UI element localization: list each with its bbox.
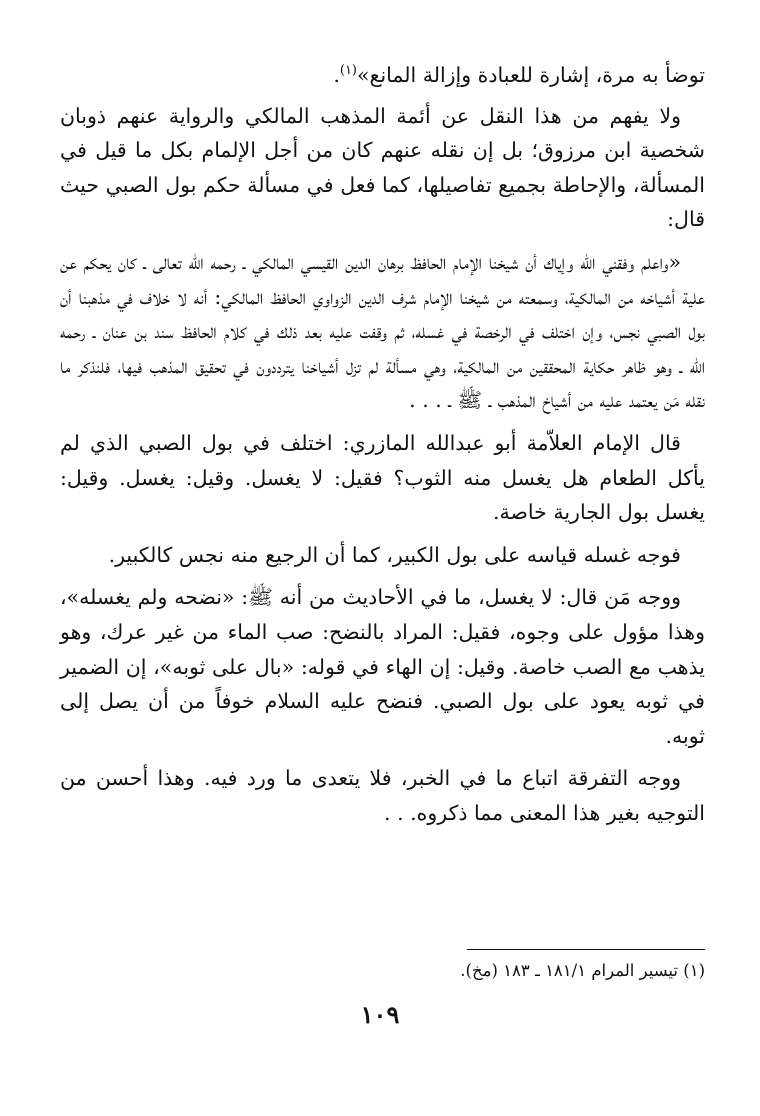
paragraph-1: توضأ به مرة، إشارة للعبادة وإزالة المانع»$^{(١)}$. [333, 63, 705, 87]
quote-paragraph: «واعلم وفقني الله وإياك أن شيخنا الإمام الحافظ برهان الدين القيسي المالكي ـ رحمه الله تعالى ـ كان يحكم عن علية أشياخه من المالكية، وسمعته من شيخنا الإمام شرف الدين الزواوي الحافظ المالكي: أنه لا خلاف في مذهبنا أن بول الصبي نجس، وإن اختلف في الرخصة في غسله، ثم وقفت عليه بعد ذلك في كلام الحافظ سند بن عنان ـ رحمه الله ـ وهو ظاهر حكاية المحققين من المالكية، وهي مسألة لم تزل أشياخنا يترددون في تحقيق المذهب فيها، فلنذكر ما نقله مَن يعتمد عليه من أشياخ المذهب ـ ﷺ ـ . . . [60, 249, 705, 413]
page-number: ١٠٩ [360, 1000, 400, 1029]
paragraph-4: قال الإمام العلاّمة أبو عبدالله المازري: اختلف في بول الصبي الذي لم يأكل الطعام هل يغسل منه الثوب؟ فقيل: لا يغسل. وقيل: يغسل. وقيل: يغسل بول الجارية خاصة. [60, 430, 705, 525]
body-text [60, 58, 705, 838]
paragraph-2: ولا يفهم من هذا النقل عن أئمة المذهب المالكي والرواية عنهم ذوبان شخصية ابن مرزوق؛ بل إن نقله عنهم كان من أجل الإلمام بكل ما قيل في المسألة، والإحاطة بجميع تفاصيلها، كما فعل في مسألة حكم بول الصبي حيث قال: [60, 103, 705, 232]
paragraph-7: ووجه التفرقة اتباع ما في الخبر، فلا يتعدى ما ورد فيه. وهذا أحسن من التوجيه بغير هذا المعنى مما ذكروه. . . [60, 766, 705, 825]
paragraph-6: ووجه مَن قال: لا يغسل، ما في الأحاديث من أنه ﷺ: «نضحه ولم يغسله»، وهذا مؤول على وجوه، فقيل: المراد بالنضح: صب الماء من غير عرك، وهو يذهب مع الصب خاصة. وقيل: إن الهاء في قوله: «بال على ثوبه»، إن الضمير في ثوبه يعود على بول الصبي. فنضح عليه السلام خوفاً من أن يصل إلى ثوبه. [60, 585, 705, 748]
footnote: (١) تيسير المرام ١٨١/١ ـ ١٨٣ (مخ). [460, 961, 705, 980]
footnote-marker: (١) [339, 63, 357, 79]
footnote-divider [467, 949, 705, 950]
paragraph-5: فوجه غسله قياسه على بول الكبير، كما أن الرجيع منه نجس كالكبير. [108, 542, 681, 567]
